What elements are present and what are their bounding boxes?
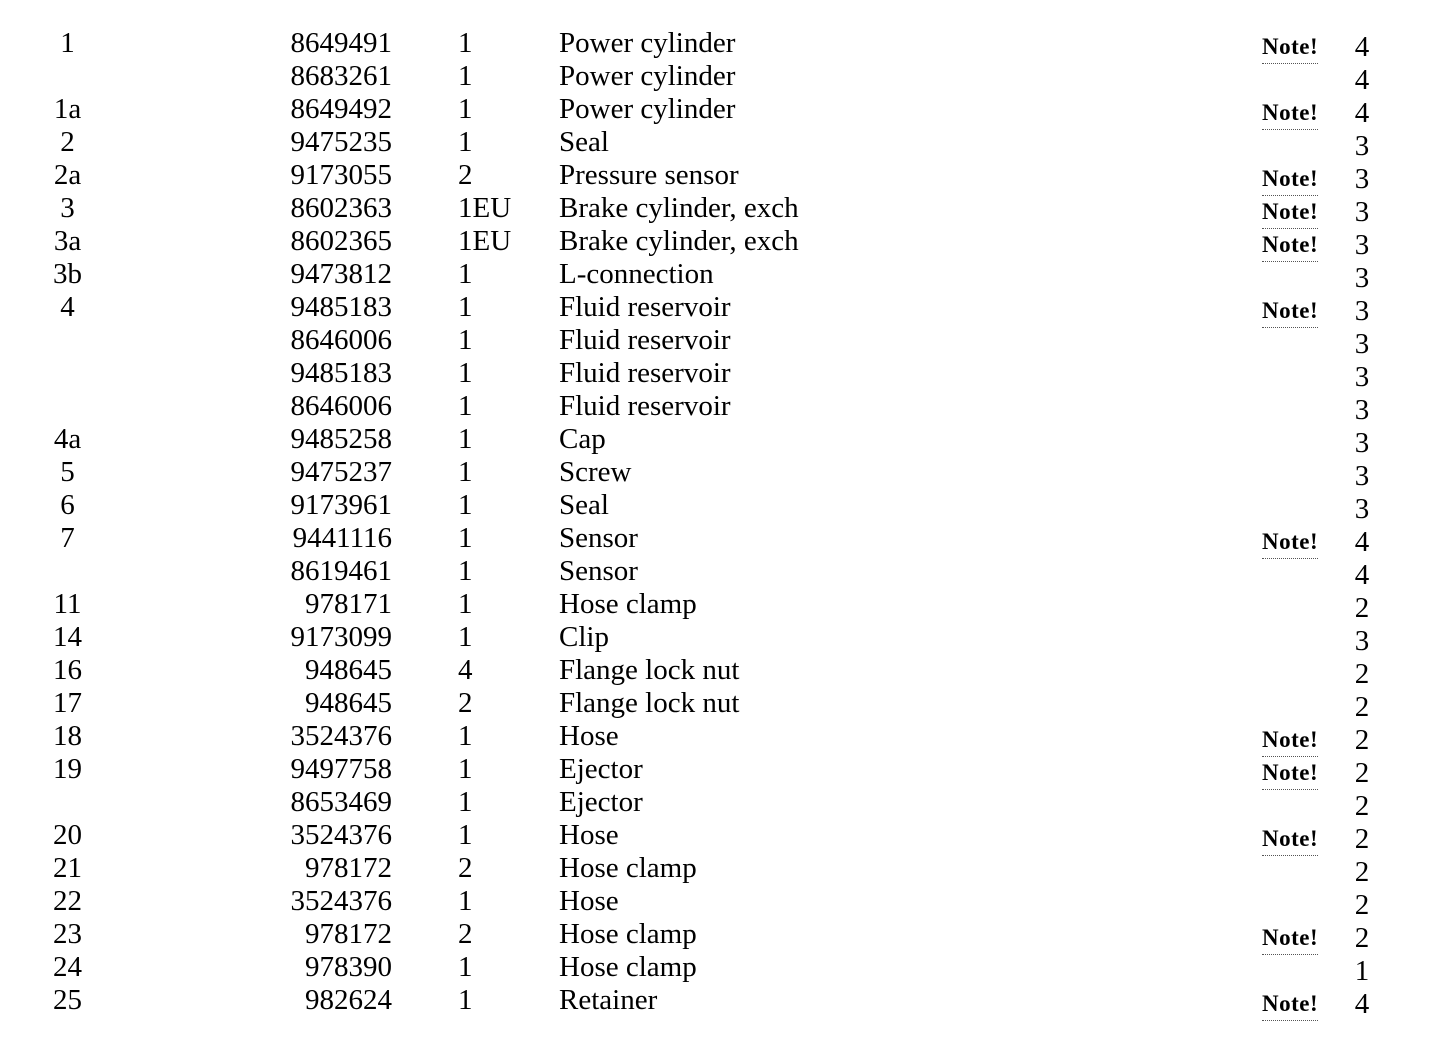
position-number: 4a [53, 423, 82, 455]
part-number: 9497758 [290, 753, 392, 785]
position-number: 25 [53, 984, 82, 1016]
group-number: 4 [1354, 526, 1370, 558]
position-number: 3 [60, 192, 75, 224]
position-number: 19 [53, 753, 82, 785]
position-number: 20 [53, 819, 82, 851]
position-number: 5 [60, 456, 75, 488]
part-number: 9473812 [290, 258, 392, 290]
group-number: 2 [1354, 757, 1370, 789]
position-number: 3b [53, 258, 82, 290]
part-number: 978171 [305, 588, 392, 620]
note-link[interactable]: Note! [1262, 921, 1318, 955]
part-number: 978390 [305, 951, 392, 983]
table-row [0, 489, 1456, 525]
part-number: 8646006 [290, 390, 392, 422]
quantity: 2 [458, 852, 473, 884]
part-number: 9441116 [292, 522, 392, 554]
table-row [0, 60, 1456, 96]
table-row [0, 192, 1456, 228]
quantity: 1 [458, 258, 473, 290]
group-number: 3 [1354, 328, 1370, 360]
group-number: 2 [1354, 724, 1370, 756]
table-row [0, 27, 1456, 63]
part-number: 3524376 [290, 819, 392, 851]
table-row [0, 291, 1456, 327]
part-number: 9485183 [290, 357, 392, 389]
part-number: 9485183 [290, 291, 392, 323]
group-number: 2 [1354, 790, 1370, 822]
note-link[interactable]: Note! [1262, 228, 1318, 262]
quantity: 1 [458, 390, 473, 422]
note-link[interactable]: Note! [1262, 294, 1318, 328]
part-number: 8602365 [290, 225, 392, 257]
quantity: 2 [458, 159, 473, 191]
note-link[interactable]: Note! [1262, 723, 1318, 757]
part-number: 9475235 [290, 126, 392, 158]
part-description: Power cylinder [559, 27, 736, 59]
group-number: 3 [1354, 625, 1370, 657]
quantity: 1 [458, 621, 473, 653]
note-link[interactable]: Note! [1262, 987, 1318, 1021]
quantity: 1 [458, 27, 473, 59]
part-number: 982624 [305, 984, 392, 1016]
part-description: Sensor [559, 555, 638, 587]
position-number: 18 [53, 720, 82, 752]
group-number: 2 [1354, 922, 1370, 954]
quantity: 2 [458, 918, 473, 950]
part-description: Retainer [559, 984, 658, 1016]
note-link[interactable]: Note! [1262, 96, 1318, 130]
part-description: Clip [559, 621, 609, 653]
group-number: 2 [1354, 691, 1370, 723]
quantity: 1 [458, 291, 473, 323]
quantity: 1 [458, 126, 473, 158]
note-link[interactable]: Note! [1262, 525, 1318, 559]
part-number: 8653469 [290, 786, 392, 818]
part-number: 9173099 [290, 621, 392, 653]
quantity: 2 [458, 687, 473, 719]
table-row [0, 456, 1456, 492]
part-number: 9475237 [290, 456, 392, 488]
quantity: 1 [458, 819, 473, 851]
position-number: 21 [53, 852, 82, 884]
part-number: 8649491 [290, 27, 392, 59]
group-number: 4 [1354, 559, 1370, 591]
quantity: 1 [458, 456, 473, 488]
group-number: 2 [1354, 856, 1370, 888]
table-row [0, 390, 1456, 426]
group-number: 2 [1354, 658, 1370, 690]
part-description: L-connection [559, 258, 714, 290]
position-number: 4 [60, 291, 75, 323]
group-number: 2 [1354, 889, 1370, 921]
position-number: 6 [60, 489, 75, 521]
group-number: 3 [1354, 361, 1370, 393]
group-number: 3 [1354, 460, 1370, 492]
table-row [0, 522, 1456, 558]
part-description: Brake cylinder, exch [559, 192, 799, 224]
group-number: 3 [1354, 262, 1370, 294]
quantity: 1 [458, 423, 473, 455]
note-link[interactable]: Note! [1262, 756, 1318, 790]
table-row [0, 786, 1456, 822]
part-number: 9173961 [290, 489, 392, 521]
quantity: 1 [458, 60, 473, 92]
quantity: 1 [458, 489, 473, 521]
part-description: Fluid reservoir [559, 357, 731, 389]
table-row [0, 654, 1456, 690]
part-number: 9173055 [290, 159, 392, 191]
quantity: 1 [458, 885, 473, 917]
position-number: 16 [53, 654, 82, 686]
part-description: Hose clamp [559, 588, 697, 620]
part-description: Hose [559, 885, 619, 917]
part-description: Power cylinder [559, 60, 736, 92]
part-description: Ejector [559, 786, 643, 818]
part-description: Cap [559, 423, 606, 455]
table-row [0, 687, 1456, 723]
part-description: Hose [559, 819, 619, 851]
group-number: 4 [1354, 64, 1370, 96]
part-description: Hose clamp [559, 951, 697, 983]
table-row [0, 885, 1456, 921]
part-description: Fluid reservoir [559, 291, 731, 323]
note-link[interactable]: Note! [1262, 195, 1318, 229]
table-row [0, 819, 1456, 855]
part-number: 8646006 [290, 324, 392, 356]
part-number: 948645 [305, 654, 392, 686]
part-number: 9485258 [290, 423, 392, 455]
table-row [0, 357, 1456, 393]
position-number: 7 [60, 522, 75, 554]
position-number: 17 [53, 687, 82, 719]
group-number: 4 [1354, 31, 1370, 63]
quantity: 1 [458, 753, 473, 785]
quantity: 1 [458, 555, 473, 587]
quantity: 1 [458, 522, 473, 554]
part-description: Fluid reservoir [559, 324, 731, 356]
table-row [0, 588, 1456, 624]
part-description: Fluid reservoir [559, 390, 731, 422]
table-row [0, 324, 1456, 360]
parts-list [0, 27, 1456, 1020]
table-row [0, 753, 1456, 789]
group-number: 4 [1354, 988, 1370, 1020]
part-description: Seal [559, 489, 609, 521]
part-description: Screw [559, 456, 632, 488]
quantity: 1 [458, 588, 473, 620]
position-number: 1 [60, 27, 75, 59]
part-description: Brake cylinder, exch [559, 225, 799, 257]
position-number: 1a [53, 93, 82, 125]
position-number: 22 [53, 885, 82, 917]
part-description: Hose clamp [559, 852, 697, 884]
part-number: 948645 [305, 687, 392, 719]
quantity: 1 [458, 93, 473, 125]
quantity: 1 [458, 786, 473, 818]
part-number: 3524376 [290, 720, 392, 752]
position-number: 14 [53, 621, 82, 653]
position-number: 2 [60, 126, 75, 158]
part-description: Flange lock nut [559, 654, 740, 686]
part-description: Power cylinder [559, 93, 736, 125]
note-link[interactable]: Note! [1262, 30, 1318, 64]
quantity: 1 [458, 984, 473, 1016]
group-number: 3 [1354, 394, 1370, 426]
table-row [0, 225, 1456, 261]
table-row [0, 93, 1456, 129]
group-number: 2 [1354, 592, 1370, 624]
position-number: 11 [53, 588, 82, 620]
quantity: 1EU [458, 225, 512, 257]
group-number: 3 [1354, 493, 1370, 525]
part-number: 3524376 [290, 885, 392, 917]
part-description: Ejector [559, 753, 643, 785]
part-number: 8683261 [290, 60, 392, 92]
group-number: 4 [1354, 97, 1370, 129]
group-number: 3 [1354, 196, 1370, 228]
group-number: 3 [1354, 163, 1370, 195]
table-row [0, 258, 1456, 294]
part-number: 8649492 [290, 93, 392, 125]
quantity: 1 [458, 951, 473, 983]
part-number: 8619461 [290, 555, 392, 587]
quantity: 1 [458, 720, 473, 752]
part-number: 8602363 [290, 192, 392, 224]
part-number: 978172 [305, 852, 392, 884]
table-row [0, 621, 1456, 657]
position-number: 24 [53, 951, 82, 983]
part-description: Hose clamp [559, 918, 697, 950]
part-description: Hose [559, 720, 619, 752]
table-row [0, 720, 1456, 756]
note-link[interactable]: Note! [1262, 822, 1318, 856]
table-row [0, 951, 1456, 987]
group-number: 3 [1354, 427, 1370, 459]
position-number: 2a [53, 159, 82, 191]
table-row [0, 423, 1456, 459]
part-description: Sensor [559, 522, 638, 554]
group-number: 3 [1354, 229, 1370, 261]
quantity: 4 [458, 654, 473, 686]
table-row [0, 852, 1456, 888]
group-number: 3 [1354, 295, 1370, 327]
quantity: 1EU [458, 192, 512, 224]
note-link[interactable]: Note! [1262, 162, 1318, 196]
table-row [0, 555, 1456, 591]
part-number: 978172 [305, 918, 392, 950]
table-row [0, 918, 1456, 954]
quantity: 1 [458, 357, 473, 389]
group-number: 3 [1354, 130, 1370, 162]
part-description: Seal [559, 126, 609, 158]
part-description: Flange lock nut [559, 687, 740, 719]
table-row [0, 984, 1456, 1020]
group-number: 2 [1354, 823, 1370, 855]
part-description: Pressure sensor [559, 159, 739, 191]
position-number: 3a [53, 225, 82, 257]
table-row [0, 159, 1456, 195]
group-number: 1 [1354, 955, 1370, 987]
position-number: 23 [53, 918, 82, 950]
quantity: 1 [458, 324, 473, 356]
table-row [0, 126, 1456, 162]
